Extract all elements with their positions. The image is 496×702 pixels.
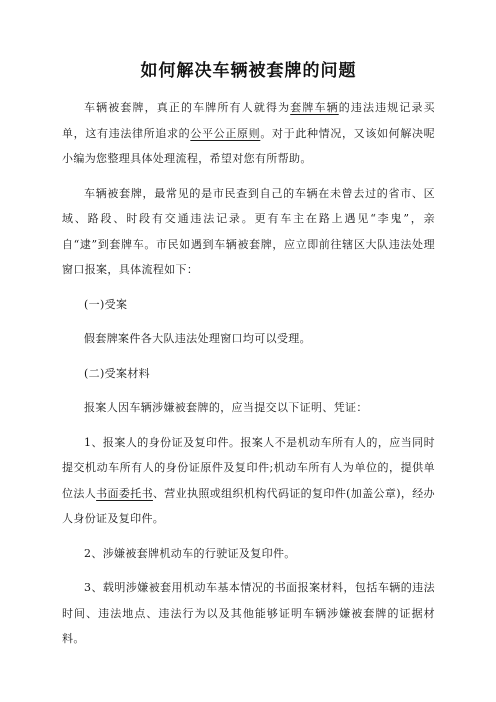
paragraph-item-1 <box>62 430 435 532</box>
document-page <box>62 58 435 661</box>
link-written-authorization[interactable]: 书面委托书 <box>96 486 153 500</box>
paragraph-materials-intro: 报案人因车辆涉嫌被套牌的，应当提交以下证明、凭证： <box>84 401 368 414</box>
section-heading-accept-case: (一)受案 <box>84 297 128 311</box>
link-fake-plate-vehicle[interactable]: 套牌车辆 <box>290 101 339 114</box>
paragraph-item-2: 2、涉嫌被套牌机动车的行驶证及复印件。 <box>84 546 296 560</box>
item1-text-1: 1、报案人的身份证及复印件。报案人不是机动车所有人的，应当同时提交机动车所有人的身份证原件及复印件;机动车所有人为单位的，提供单位法人 <box>62 435 435 500</box>
item1-text-2: 、营业执照或组织机构代码证的复印件(加盖公章)，经办人身份证及复印件。 <box>62 486 435 525</box>
paragraph-intro <box>62 95 435 172</box>
section-heading-materials: (二)受案材料 <box>84 366 151 380</box>
intro-text-3: 。对于此种情况，又该如何解决呢小编为您整理具体处理流程，希望对您有所帮助。 <box>62 126 435 165</box>
intro-text-2: 的违法违规记录买单，这有违法律所追求的 <box>62 101 435 140</box>
document-title: 如何解决车辆被套牌的问题 <box>140 61 357 81</box>
paragraph-common-case: 车辆被套牌，最常见的是市民查到自己的车辆在未曾去过的省市、区域、路段、时段有交通违法记录。更有车主在路上遇见“李鬼”，亲自“逮”到套牌车。市民如遇到车辆被套牌，应立即前往辖区大队违法处理窗口报案，具体流程如下： <box>62 186 435 276</box>
link-fairness-principle[interactable]: 公平公正原则 <box>190 126 261 140</box>
paragraph-item-3: 3、载明涉嫌被套用机动车基本情况的书面报案材料，包括车辆的违法时间、违法地点、违法行为以及其他能够证明车辆涉嫌被套牌的证据材料。 <box>62 581 435 645</box>
document-body <box>62 95 435 652</box>
paragraph-accept-case: 假套牌案件各大队违法处理窗口均可以受理。 <box>84 332 311 345</box>
intro-text-1: 车辆被套牌，真正的车牌所有人就得为 <box>84 101 291 114</box>
